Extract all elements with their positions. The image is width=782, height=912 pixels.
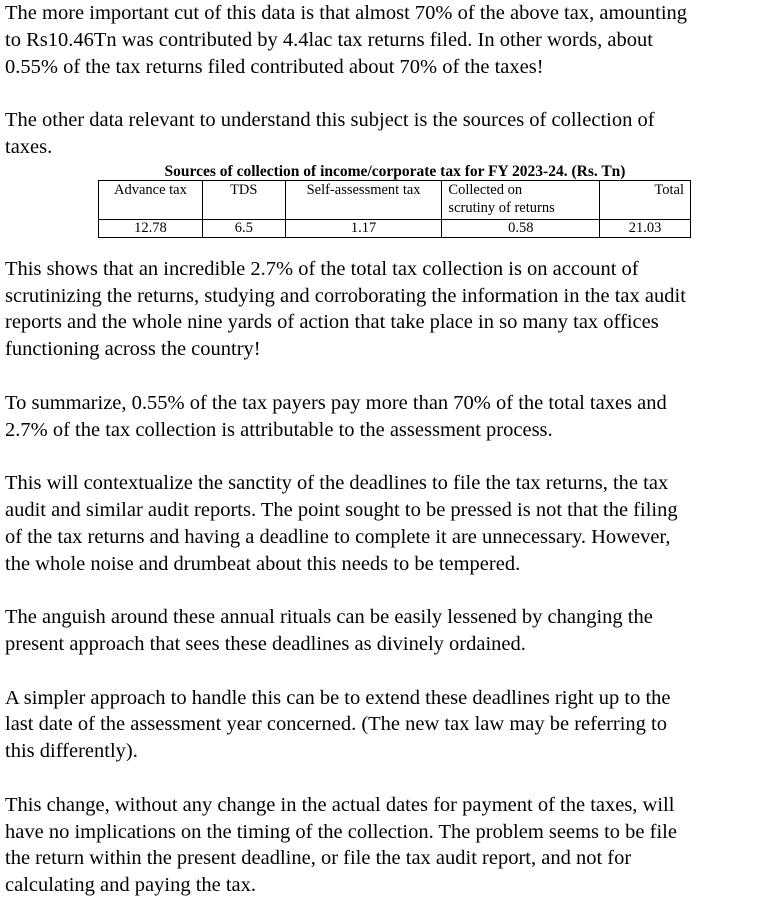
paragraph-simpler-approach: A simpler approach to handle this can be to extend these deadlines right up to the last date of the assessment year concerned. (The new tax law may be referring to this differently). [5,686,671,763]
paragraph-deadlines-context: This will contextualize the sanctity of the deadlines to file the tax returns, the tax audit and similar audit reports. The point sought to be pressed is not that the filing of the tax returns and having a deadline to complete it are unnecessary. However, the whole noise and drumbeat about this needs to be tempered. [5,472,678,575]
header-advance-tax: Advance tax [99,180,203,219]
paragraph-summary: To summarize, 0.55% of the tax payers pay more than 70% of the total taxes and 2.7% of the tax collection is attributable to the assessment process. [5,391,667,441]
paragraph-tax-share: The more important cut of this data is that almost 70% of the above tax, amounting to Rs10.46Tn was contributed by 4.4lac tax returns filed. In other words, about 0.55% of the tax returns filed contributed about 70% of the taxes! [5,2,688,78]
paragraph-change-implications: This change, without any change in the actual dates for payment of the taxes, will have no implications on the timing of the collection. The problem seems to be file the return within the present deadline, or file the tax audit report, and not for calculating and paying the tax. [5,793,677,897]
paragraph-gap [5,80,780,107]
paragraph-gap [5,577,780,604]
header-total: Total [600,180,691,219]
value-advance-tax: 12.78 [99,219,203,237]
value-self-assessment-tax: 1.17 [285,219,442,237]
header-self-assessment-tax: Self-assessment tax [285,180,442,219]
paragraph-gap [5,443,780,470]
table-header-row [99,180,691,219]
paragraph-anguish: The anguish around these annual rituals can be easily lessened by changing the present approach that sees these deadlines as divinely ordained. [5,606,653,655]
value-collected-on-scrutiny: 0.58 [442,219,600,237]
value-tds: 6.5 [202,219,285,237]
document-page [5,0,780,899]
sources-table-block [98,163,692,238]
paragraph-gap [5,363,780,390]
value-total: 21.03 [600,219,691,237]
table-caption: Sources of collection of income/corporate tax for FY 2023-24. (Rs. Tn) [164,162,626,180]
paragraph-scrutiny-share: This shows that an incredible 2.7% of the total tax collection is on account of scrutinizing the returns, studying and corroborating the information in the tax audit reports and the whole nine yards of action that take place in so many tax offices functioning across the country! [5,257,686,361]
header-collected-on-scrutiny: Collected on scrutiny of returns [442,180,600,219]
paragraph-sources-intro: The other data relevant to understand this subject is the sources of collection of taxes. [5,109,655,158]
header-tds: TDS [202,180,285,219]
sources-table [98,180,691,238]
table-row [99,219,691,237]
paragraph-gap [5,658,780,685]
paragraph-gap [5,765,780,792]
